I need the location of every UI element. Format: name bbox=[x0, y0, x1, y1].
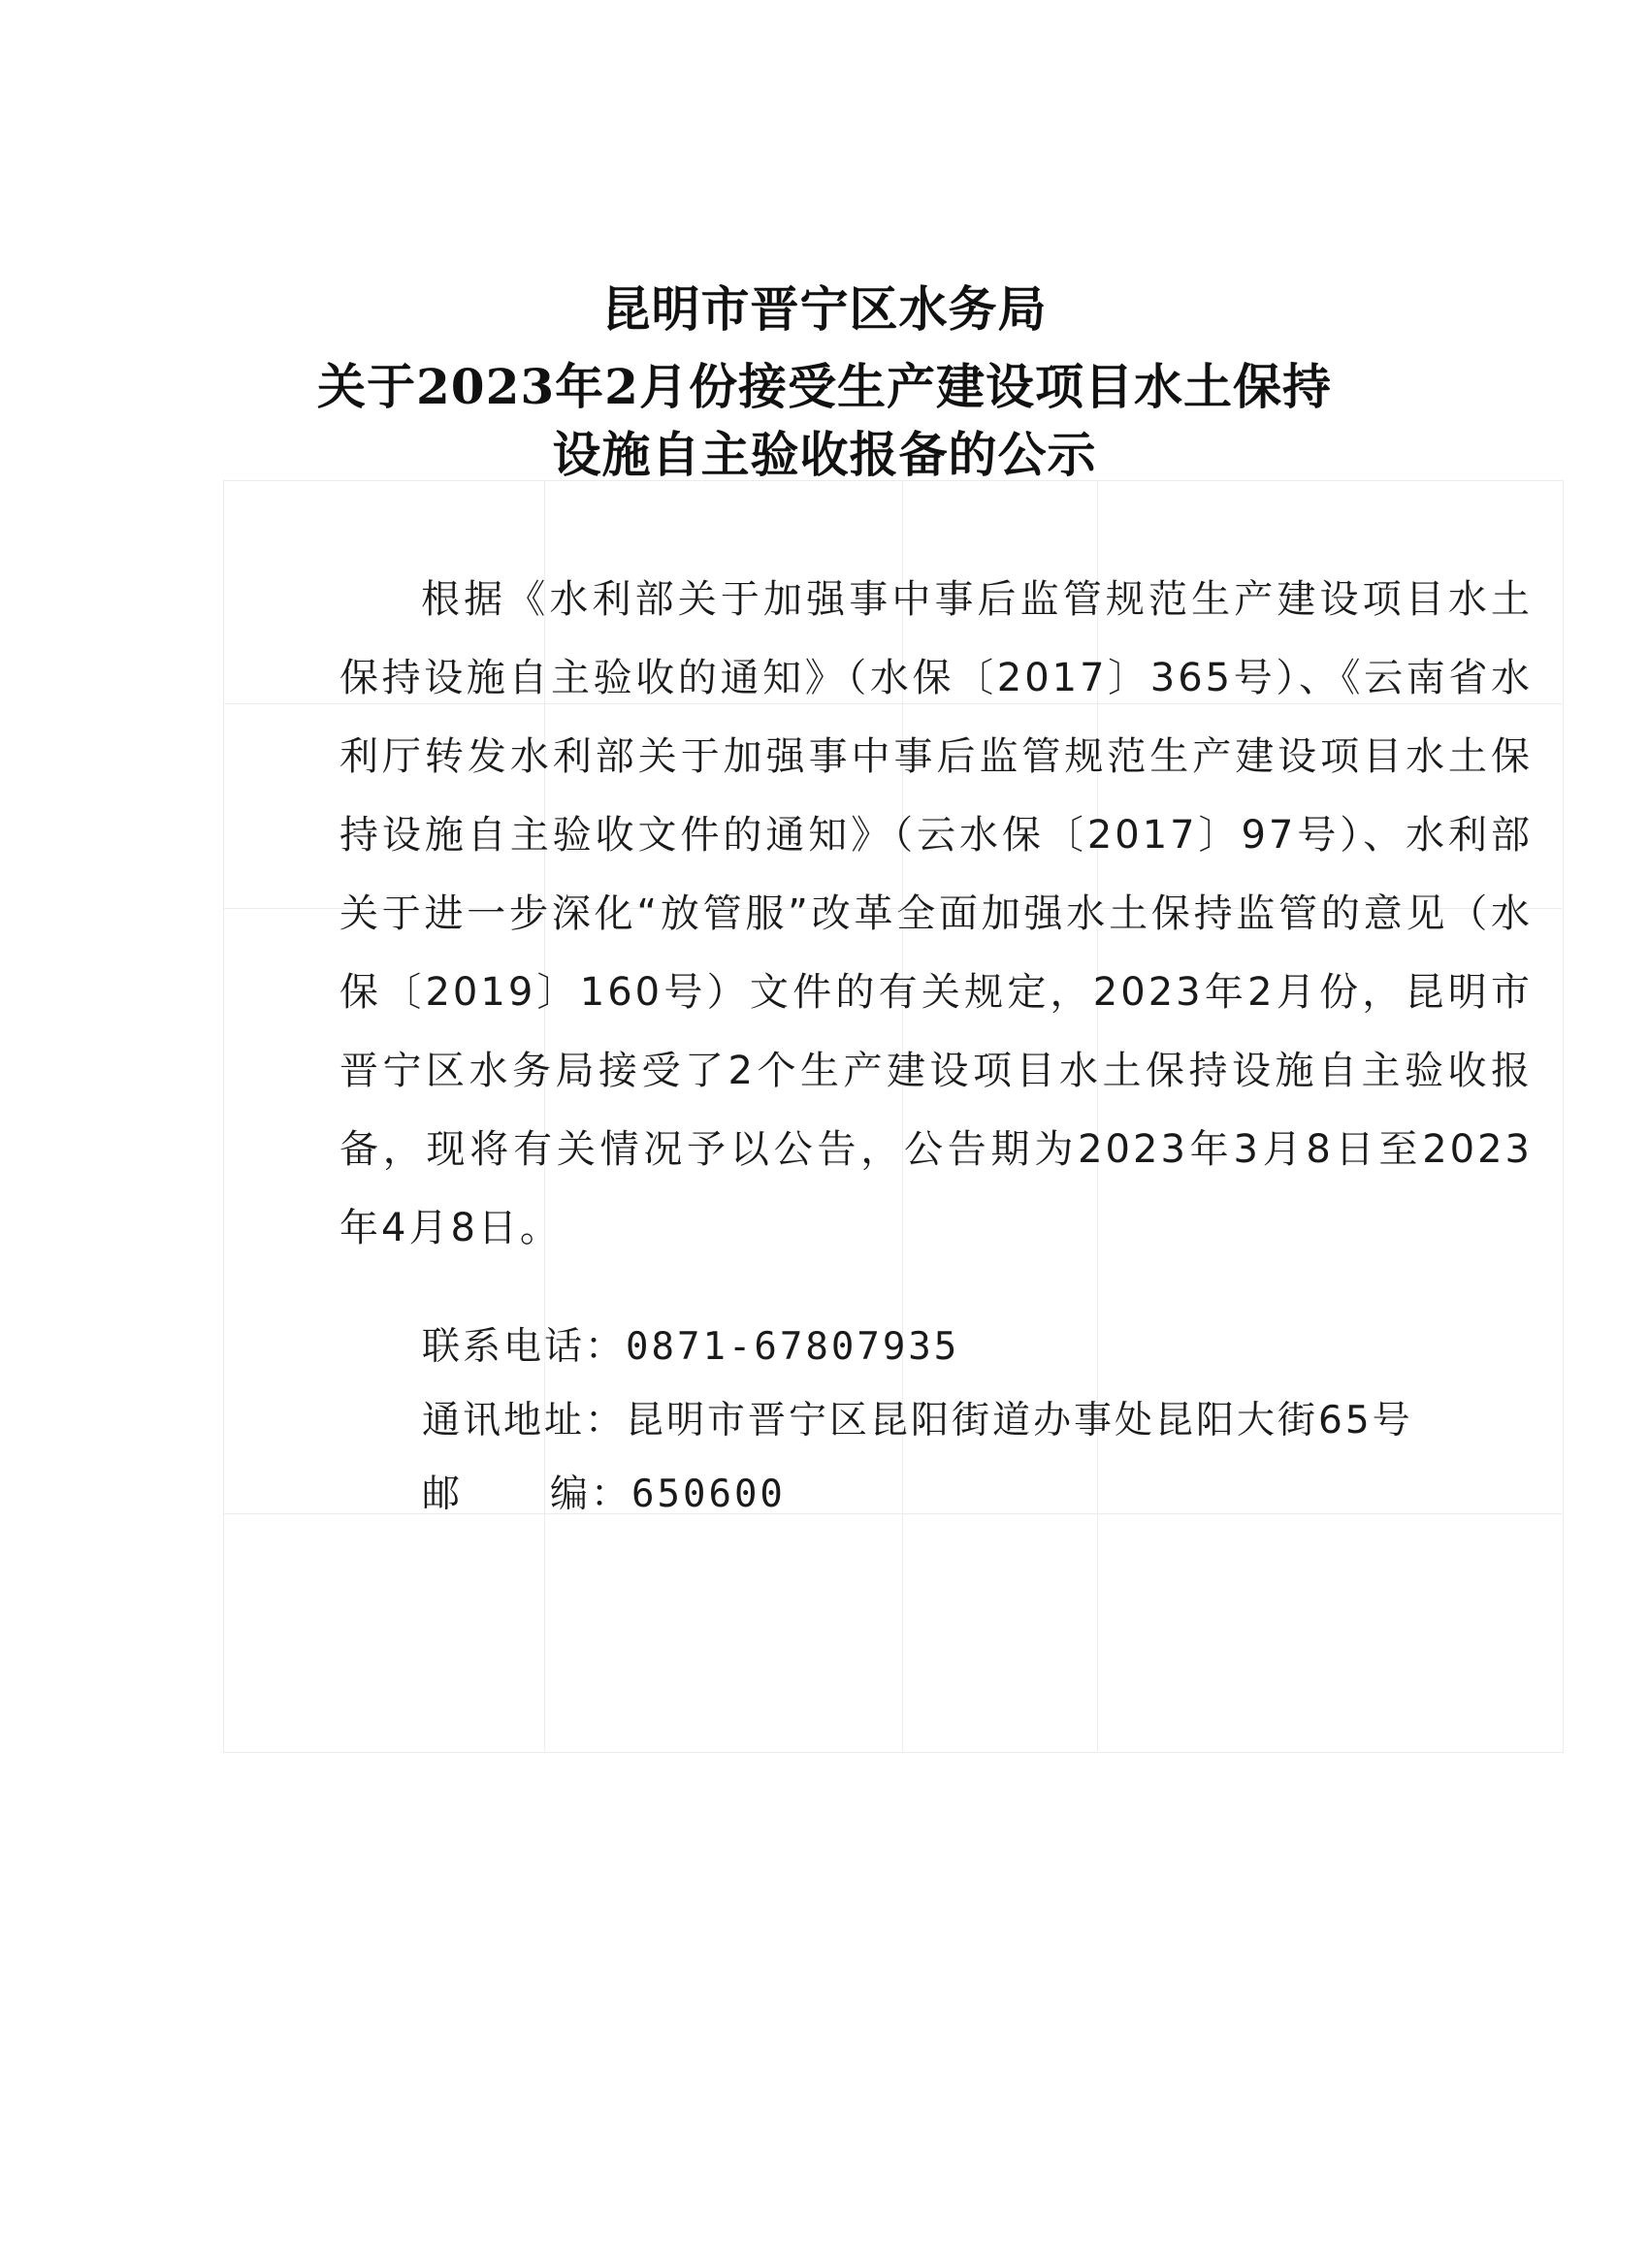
contact-postcode-value: 650600 bbox=[631, 1473, 786, 1516]
contact-address-line bbox=[422, 1397, 1413, 1445]
contact-address-value: 昆明市晋宁区昆阳街道办事处昆阳大街65号 bbox=[626, 1399, 1413, 1442]
contact-address-label: 通讯地址： bbox=[422, 1399, 627, 1442]
contact-phone-value: 0871-67807935 bbox=[626, 1325, 960, 1369]
contact-postcode-line bbox=[422, 1471, 786, 1519]
document-title-line-1: 昆明市晋宁区水务局 bbox=[601, 280, 1048, 338]
document-title-line-2: 关于2023年2月份接受生产建设项目水土保持 bbox=[317, 358, 1332, 415]
document-title-line-3: 设施自主验收报备的公示 bbox=[552, 426, 1097, 483]
contact-phone-label: 联系电话： bbox=[422, 1325, 627, 1369]
contact-phone-line bbox=[422, 1323, 959, 1372]
notice-body-paragraph: 根据《水利部关于加强事中事后监管规范生产建设项目水土保持设施自主验收的通知》（水保〔2017〕365号）、《云南省水利厅转发水利部关于加强事中事后监管规范生产建设项目水土保持设施自主验收文件的通知》（云水保〔2017〕97号）、水利部 关于进一步深化“放管服”改革全面加强水土保持监管的意见（水保〔2019〕160号）文件的有关规定，2023年2月份，昆明市晋宁区水务局接受了2个生产建设项目水土保持设施自主验收报备，现将有关情况予以公告，公告期为2023年3月8日至2023年4月8日。 bbox=[340, 577, 1533, 1250]
contact-postcode-label-1: 邮 bbox=[422, 1473, 464, 1516]
contact-postcode-label-2: 编： bbox=[550, 1473, 632, 1516]
